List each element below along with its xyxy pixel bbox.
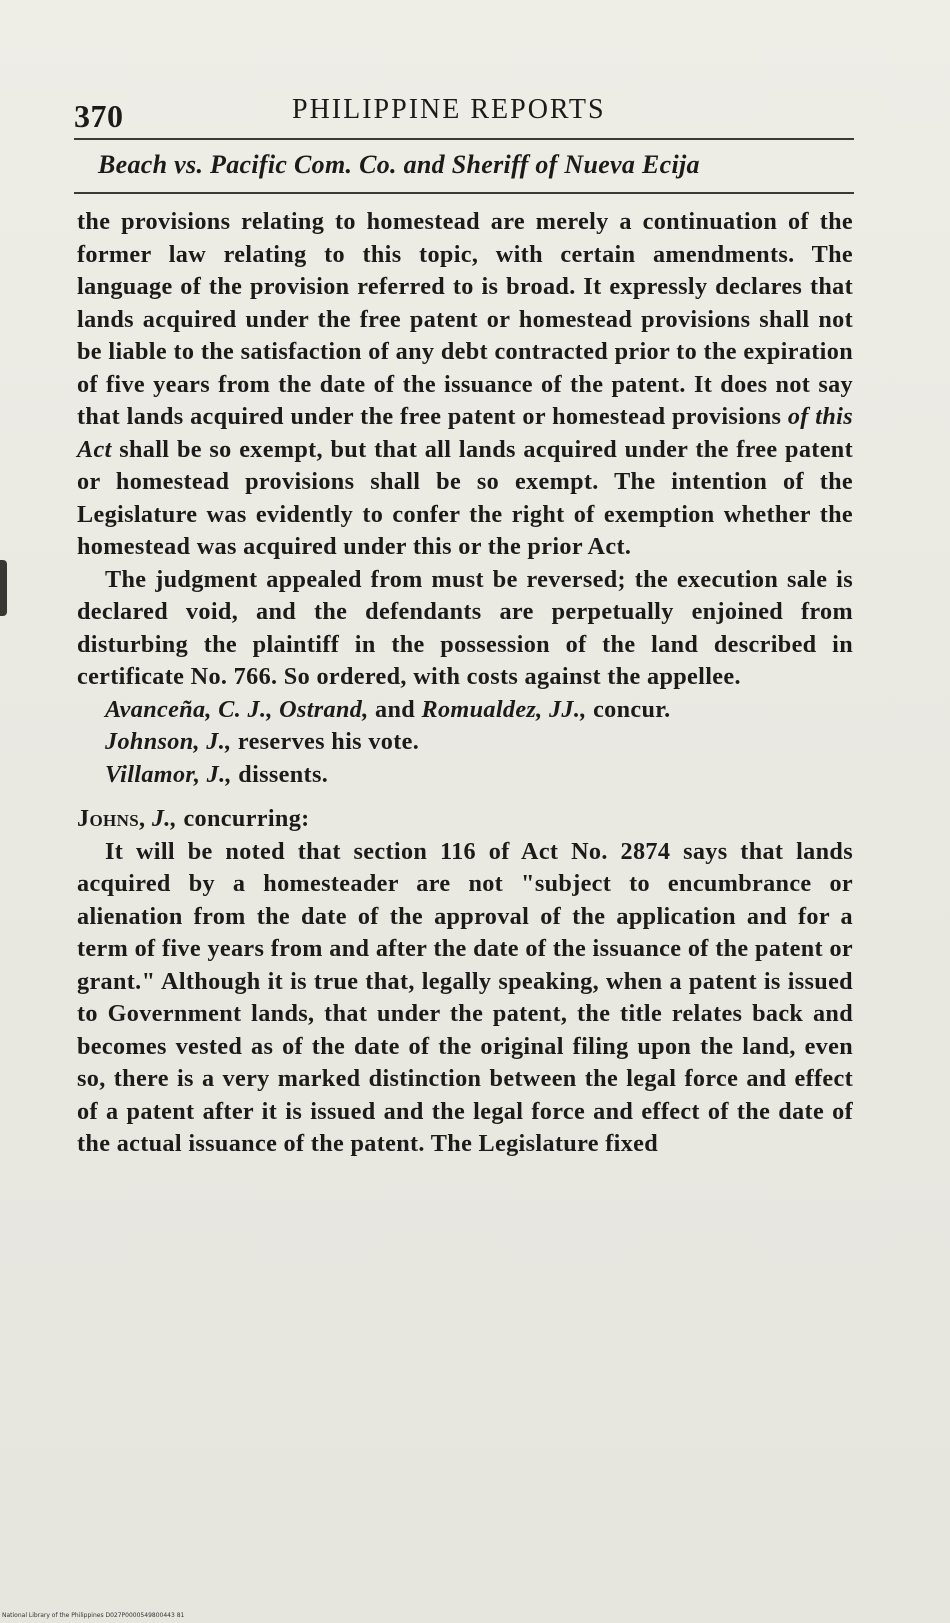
opinion-author-title: J., [151,805,178,832]
paragraph-1-text: the provisions relating to homestead are merely a continuation of the former law relating to this topic, with certain amendments. The language of the provision referred to is broad. It expressly declares that lands acquired under the free patent or homestead provisions shall not be liable to the satisfaction of any debt contracted prior to the expiration of five years from the date of the issuance of the patent. It does not say that lands acquired under the free patent or homestead provisions [77,208,853,430]
binding-mark [0,560,7,616]
body-text [77,206,853,1161]
concurrence-line-2 [77,726,853,759]
section-gap [77,791,853,803]
paragraph-judgment: The judgment appealed from must be reversed; the execution sale is declared void, and the defendants are perpetually enjoined from disturbing the plaintiff in the possession of the land described in certificate No. 766. So ordered, with costs against the appellee. [77,565,853,690]
case-title: Beach vs. Pacific Com. Co. and Sheriff of Nueva Ecija [98,150,700,179]
opinion-heading [77,803,853,836]
reserves-vote: reserves his vote. [231,728,420,755]
header-rule-top [74,138,854,140]
justices-names-2: Romualdez, JJ., [421,695,587,723]
concurrence-line-3 [77,759,853,792]
concurrence-line-1 [77,694,853,727]
justice-villamor: Villamor, J., [105,760,232,788]
conjunction: and [368,695,422,723]
dissents-word: dissents. [231,760,329,788]
paragraph-1-italic: of this Act [77,403,853,463]
paragraph-continuation [77,206,853,564]
paragraph-1-end: shall be so exempt, but that all lands acquired under the free patent or homestead provisions shall be so exempt. The intention of the Legislature was evidently to confer the right of exemption whether the homestead was acquired under this or the prior Act. [77,435,853,560]
opinion-author: Johns, [77,805,146,832]
concur-word: concur. [586,695,671,723]
page-number: 370 [74,98,124,134]
opinion-label: concurring: [177,805,310,832]
justice-johnson: Johnson, J., [105,728,232,755]
header-rule-bottom [74,192,854,194]
running-head: PHILIPPINE REPORTS [292,94,606,125]
scan-footer-tag: National Library of the Philippines D027P0000549800443 81 [2,1612,185,1619]
justices-names-1: Avanceña, C. J., Ostrand, [105,695,369,723]
paragraph-concurring-opinion: It will be noted that section 116 of Act No. 2874 says that lands acquired by a homesteader are not "subject to encumbrance or alienation from the date of the approval of the application and for a term of five years from and after the date of the issuance of the patent or grant." Although it is true that, legally speaking, when a patent is issued to Government lands, that under the patent, the title relates back and becomes vested as of the date of the original filing upon the land, even so, there is a very marked distinction between the legal force and effect of a patent after it is issued and the legal force and effect of the date of the actual issuance of the patent. The Legislature fixed [77,837,853,1157]
